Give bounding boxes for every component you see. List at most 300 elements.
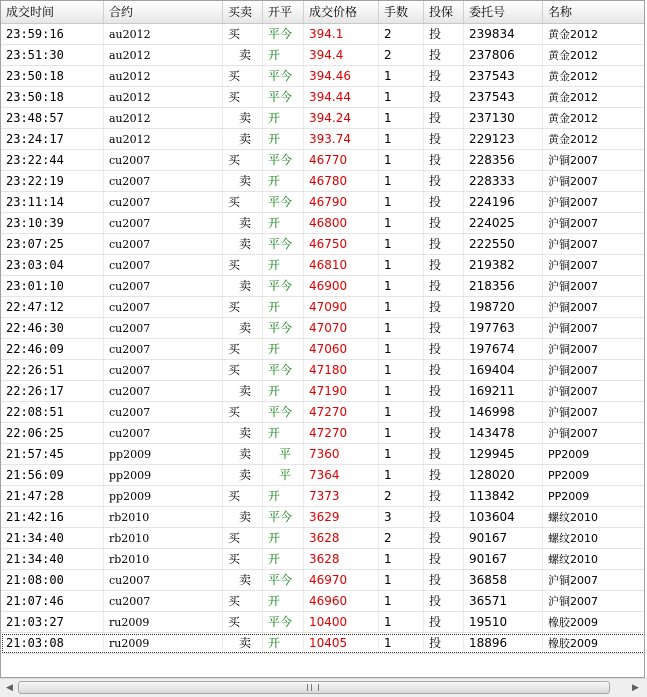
col-header-name[interactable]: 名称 (548, 5, 573, 19)
cell-name: 沪铜2007 (543, 234, 645, 254)
cell-hedge: 投 (424, 108, 464, 128)
cell-contract: rb2010 (104, 528, 223, 548)
cell-time: 21:08:00 (1, 570, 104, 590)
cell-qty: 1 (379, 66, 424, 86)
cell-openclose: 开 (263, 486, 304, 506)
cell-price: 394.4 (304, 45, 379, 65)
cell-side: 卖 (223, 381, 263, 401)
cell-name: PP2009 (543, 444, 645, 464)
cell-price: 47190 (304, 381, 379, 401)
cell-price: 47060 (304, 339, 379, 359)
cell-hedge: 投 (424, 171, 464, 191)
table-row[interactable] (1, 381, 645, 402)
cell-contract: cu2007 (104, 591, 223, 611)
cell-hedge: 投 (424, 318, 464, 338)
cell-openclose: 平今 (263, 87, 304, 107)
table-row[interactable] (1, 276, 645, 297)
table-row[interactable] (1, 507, 645, 528)
cell-price: 7364 (304, 465, 379, 485)
cell-openclose: 平今 (263, 612, 304, 632)
cell-hedge: 投 (424, 486, 464, 506)
cell-price: 46780 (304, 171, 379, 191)
cell-openclose: 平今 (263, 192, 304, 212)
cell-hedge: 投 (424, 507, 464, 527)
cell-time: 22:47:12 (1, 297, 104, 317)
table-row[interactable] (1, 234, 645, 255)
table-row[interactable] (1, 612, 645, 633)
cell-price: 47070 (304, 318, 379, 338)
cell-side: 买 (223, 528, 263, 548)
cell-hedge: 投 (424, 87, 464, 107)
cell-qty: 1 (379, 213, 424, 233)
cell-order: 90167 (464, 528, 543, 548)
cell-price: 394.24 (304, 108, 379, 128)
cell-hedge: 投 (424, 150, 464, 170)
cell-contract: au2012 (104, 108, 223, 128)
table-row[interactable] (1, 192, 645, 213)
cell-price: 394.1 (304, 24, 379, 44)
cell-qty: 1 (379, 192, 424, 212)
cell-name: 沪铜2007 (543, 360, 645, 380)
cell-price: 46960 (304, 591, 379, 611)
cell-time: 23:22:44 (1, 150, 104, 170)
table-row[interactable] (1, 87, 645, 108)
table-row[interactable] (1, 45, 645, 66)
cell-price: 46900 (304, 276, 379, 296)
cell-name: 黄金2012 (543, 45, 645, 65)
cell-side: 卖 (223, 171, 263, 191)
cell-openclose: 平今 (263, 66, 304, 86)
cell-order: 169211 (464, 381, 543, 401)
cell-order: 237543 (464, 66, 543, 86)
cell-hedge: 投 (424, 276, 464, 296)
cell-order: 228356 (464, 150, 543, 170)
cell-side: 卖 (223, 444, 263, 464)
cell-hedge: 投 (424, 339, 464, 359)
cell-side: 卖 (223, 465, 263, 485)
cell-side: 卖 (223, 423, 263, 443)
table-row[interactable] (1, 465, 645, 486)
arrow-right-icon[interactable]: ▶ (632, 683, 639, 693)
table-row[interactable] (1, 318, 645, 339)
table-row[interactable] (1, 108, 645, 129)
cell-time: 22:08:51 (1, 402, 104, 422)
table-row[interactable] (1, 591, 645, 612)
cell-time: 23:51:30 (1, 45, 104, 65)
cell-time: 21:34:40 (1, 549, 104, 569)
cell-order: 229123 (464, 129, 543, 149)
cell-qty: 2 (379, 486, 424, 506)
table-row[interactable] (1, 66, 645, 87)
cell-name: 沪铜2007 (543, 192, 645, 212)
cell-qty: 1 (379, 465, 424, 485)
cell-name: 沪铜2007 (543, 171, 645, 191)
cell-name: 螺纹2010 (543, 528, 645, 548)
cell-side: 买 (223, 297, 263, 317)
cell-openclose: 开 (263, 45, 304, 65)
col-header-qty[interactable]: 手数 (379, 1, 424, 23)
cell-price: 10405 (304, 633, 379, 653)
cell-qty: 2 (379, 24, 424, 44)
cell-contract: cu2007 (104, 360, 223, 380)
cell-time: 23:22:19 (1, 171, 104, 191)
cell-name: 沪铜2007 (543, 255, 645, 275)
cell-order: 197763 (464, 318, 543, 338)
cell-contract: cu2007 (104, 423, 223, 443)
cell-contract: cu2007 (104, 213, 223, 233)
table-row[interactable] (1, 486, 645, 507)
cell-price: 46970 (304, 570, 379, 590)
cell-qty: 1 (379, 570, 424, 590)
cell-openclose: 开 (263, 528, 304, 548)
cell-qty: 1 (379, 444, 424, 464)
cell-hedge: 投 (424, 528, 464, 548)
cell-hedge: 投 (424, 465, 464, 485)
cell-time: 23:24:17 (1, 129, 104, 149)
cell-hedge: 投 (424, 570, 464, 590)
cell-price: 7360 (304, 444, 379, 464)
cell-price: 394.46 (304, 66, 379, 86)
cell-order: 198720 (464, 297, 543, 317)
cell-contract: cu2007 (104, 234, 223, 254)
cell-side: 买 (223, 150, 263, 170)
cell-openclose: 开 (263, 297, 304, 317)
cell-hedge: 投 (424, 444, 464, 464)
cell-price: 46800 (304, 213, 379, 233)
cell-time: 23:07:25 (1, 234, 104, 254)
cell-contract: cu2007 (104, 150, 223, 170)
cell-time: 21:56:09 (1, 465, 104, 485)
cell-openclose: 开 (263, 339, 304, 359)
horizontal-scrollbar[interactable] (0, 678, 647, 697)
cell-price: 47270 (304, 402, 379, 422)
cell-price: 394.44 (304, 87, 379, 107)
arrow-left-icon[interactable]: ◀ (6, 683, 13, 693)
table-row[interactable] (1, 444, 645, 465)
cell-contract: pp2009 (104, 486, 223, 506)
cell-contract: rb2010 (104, 549, 223, 569)
table-row[interactable] (1, 255, 645, 276)
cell-side: 卖 (223, 570, 263, 590)
cell-qty: 1 (379, 108, 424, 128)
cell-time: 22:46:09 (1, 339, 104, 359)
cell-contract: cu2007 (104, 570, 223, 590)
cell-openclose: 开 (263, 129, 304, 149)
cell-order: 129945 (464, 444, 543, 464)
cell-openclose: 平今 (263, 24, 304, 44)
cell-openclose: 开 (263, 423, 304, 443)
cell-openclose: 开 (263, 591, 304, 611)
cell-qty: 1 (379, 360, 424, 380)
cell-openclose: 平今 (263, 318, 304, 338)
cell-side: 卖 (223, 108, 263, 128)
cell-openclose: 平 (263, 465, 304, 485)
cell-time: 23:48:57 (1, 108, 104, 128)
cell-name: 沪铜2007 (543, 318, 645, 338)
cell-contract: ru2009 (104, 633, 223, 653)
cell-contract: au2012 (104, 66, 223, 86)
cell-time: 22:26:17 (1, 381, 104, 401)
scrollbar-thumb[interactable] (18, 681, 610, 694)
cell-openclose: 平 (263, 444, 304, 464)
cell-price: 46750 (304, 234, 379, 254)
cell-openclose: 平今 (263, 570, 304, 590)
cell-qty: 1 (379, 339, 424, 359)
cell-order: 90167 (464, 549, 543, 569)
cell-side: 买 (223, 192, 263, 212)
table-row[interactable] (1, 339, 645, 360)
cell-qty: 1 (379, 255, 424, 275)
cell-order: 219382 (464, 255, 543, 275)
cell-qty: 3 (379, 507, 424, 527)
cell-name: 沪铜2007 (543, 402, 645, 422)
table-row[interactable] (1, 297, 645, 318)
cell-side: 买 (223, 66, 263, 86)
cell-hedge: 投 (424, 297, 464, 317)
cell-order: 18896 (464, 633, 543, 653)
cell-name: 沪铜2007 (543, 570, 645, 590)
cell-qty: 1 (379, 234, 424, 254)
cell-qty: 1 (379, 549, 424, 569)
col-header-openclose[interactable]: 开平 (263, 1, 304, 23)
cell-order: 237543 (464, 87, 543, 107)
cell-time: 21:47:28 (1, 486, 104, 506)
cell-side: 买 (223, 486, 263, 506)
cell-hedge: 投 (424, 633, 464, 653)
cell-openclose: 开 (263, 213, 304, 233)
cell-openclose: 平今 (263, 507, 304, 527)
cell-contract: ru2009 (104, 612, 223, 632)
cell-name: 黄金2012 (543, 66, 645, 86)
table-row[interactable] (1, 360, 645, 381)
cell-openclose: 平今 (263, 402, 304, 422)
cell-time: 23:10:39 (1, 213, 104, 233)
cell-time: 22:06:25 (1, 423, 104, 443)
cell-name: 沪铜2007 (543, 381, 645, 401)
cell-time: 23:01:10 (1, 276, 104, 296)
cell-name: 沪铜2007 (543, 297, 645, 317)
table-row[interactable] (1, 213, 645, 234)
col-header-hedge[interactable]: 投保 (424, 1, 464, 23)
cell-side: 买 (223, 360, 263, 380)
cell-qty: 1 (379, 171, 424, 191)
cell-qty: 1 (379, 402, 424, 422)
cell-name: 橡胶2009 (543, 612, 645, 632)
table-row[interactable] (1, 570, 645, 591)
cell-name: 螺纹2010 (543, 507, 645, 527)
cell-hedge: 投 (424, 24, 464, 44)
cell-qty: 1 (379, 318, 424, 338)
cell-name: 沪铜2007 (543, 423, 645, 443)
cell-time: 22:26:51 (1, 360, 104, 380)
cell-order: 36858 (464, 570, 543, 590)
table-row[interactable] (1, 528, 645, 549)
cell-name: PP2009 (543, 486, 645, 506)
cell-time: 21:34:40 (1, 528, 104, 548)
cell-contract: cu2007 (104, 402, 223, 422)
cell-contract: au2012 (104, 129, 223, 149)
grip-icon (307, 684, 319, 691)
cell-hedge: 投 (424, 129, 464, 149)
table-row[interactable] (1, 549, 645, 570)
cell-contract: pp2009 (104, 465, 223, 485)
cell-name: 黄金2012 (543, 24, 645, 44)
cell-openclose: 开 (263, 108, 304, 128)
cell-side: 卖 (223, 276, 263, 296)
cell-order: 103604 (464, 507, 543, 527)
cell-side: 买 (223, 87, 263, 107)
cell-price: 3629 (304, 507, 379, 527)
table-row[interactable] (1, 171, 645, 192)
cell-order: 224025 (464, 213, 543, 233)
cell-price: 47180 (304, 360, 379, 380)
cell-name: PP2009 (543, 465, 645, 485)
cell-price: 10400 (304, 612, 379, 632)
cell-contract: cu2007 (104, 318, 223, 338)
cell-qty: 1 (379, 591, 424, 611)
cell-qty: 2 (379, 528, 424, 548)
cell-time: 21:42:16 (1, 507, 104, 527)
cell-qty: 1 (379, 423, 424, 443)
cell-hedge: 投 (424, 402, 464, 422)
cell-openclose: 开 (263, 171, 304, 191)
cell-order: 197674 (464, 339, 543, 359)
cell-name: 沪铜2007 (543, 339, 645, 359)
cell-hedge: 投 (424, 45, 464, 65)
cell-time: 22:46:30 (1, 318, 104, 338)
cell-side: 买 (223, 549, 263, 569)
cell-order: 224196 (464, 192, 543, 212)
cell-order: 169404 (464, 360, 543, 380)
cell-price: 46770 (304, 150, 379, 170)
cell-order: 218356 (464, 276, 543, 296)
cell-price: 3628 (304, 549, 379, 569)
cell-hedge: 投 (424, 192, 464, 212)
cell-hedge: 投 (424, 612, 464, 632)
cell-hedge: 投 (424, 381, 464, 401)
cell-hedge: 投 (424, 255, 464, 275)
cell-order: 36571 (464, 591, 543, 611)
cell-qty: 1 (379, 150, 424, 170)
col-header-time[interactable]: 成交时间 (1, 1, 104, 23)
cell-name: 黄金2012 (543, 129, 645, 149)
col-header-price[interactable]: 成交价格 (304, 1, 379, 23)
cell-contract: cu2007 (104, 192, 223, 212)
cell-order: 146998 (464, 402, 543, 422)
cell-hedge: 投 (424, 591, 464, 611)
cell-order: 228333 (464, 171, 543, 191)
cell-qty: 1 (379, 297, 424, 317)
col-header-order[interactable]: 委托号 (464, 1, 543, 23)
cell-price: 47090 (304, 297, 379, 317)
table-row[interactable] (1, 423, 645, 444)
cell-price: 47270 (304, 423, 379, 443)
table-row[interactable] (1, 402, 645, 423)
cell-time: 23:50:18 (1, 87, 104, 107)
cell-openclose: 开 (263, 633, 304, 653)
cell-name: 沪铜2007 (543, 591, 645, 611)
cell-side: 买 (223, 402, 263, 422)
cell-side: 卖 (223, 129, 263, 149)
cell-name: 橡胶2009 (543, 633, 645, 653)
cell-side: 卖 (223, 213, 263, 233)
table-row[interactable] (1, 129, 645, 150)
cell-qty: 1 (379, 276, 424, 296)
cell-side: 买 (223, 255, 263, 275)
cell-side: 买 (223, 591, 263, 611)
cell-order: 113842 (464, 486, 543, 506)
cell-price: 3628 (304, 528, 379, 548)
cell-order: 237130 (464, 108, 543, 128)
cell-openclose: 平今 (263, 234, 304, 254)
cell-side: 卖 (223, 318, 263, 338)
table-row[interactable] (1, 633, 645, 654)
cell-side: 买 (223, 612, 263, 632)
cell-price: 46790 (304, 192, 379, 212)
cell-time: 21:07:46 (1, 591, 104, 611)
cell-time: 23:03:04 (1, 255, 104, 275)
cell-order: 237806 (464, 45, 543, 65)
cell-name: 螺纹2010 (543, 549, 645, 569)
cell-side: 卖 (223, 633, 263, 653)
cell-price: 7373 (304, 486, 379, 506)
cell-order: 143478 (464, 423, 543, 443)
cell-contract: pp2009 (104, 444, 223, 464)
col-header-contract[interactable]: 合约 (104, 1, 223, 23)
cell-qty: 1 (379, 381, 424, 401)
cell-side: 卖 (223, 507, 263, 527)
cell-hedge: 投 (424, 423, 464, 443)
cell-contract: cu2007 (104, 381, 223, 401)
table-row[interactable] (1, 24, 645, 45)
cell-order: 222550 (464, 234, 543, 254)
table-header (1, 1, 645, 24)
table-row[interactable] (1, 150, 645, 171)
cell-order: 128020 (464, 465, 543, 485)
cell-hedge: 投 (424, 66, 464, 86)
cell-contract: cu2007 (104, 276, 223, 296)
cell-qty: 1 (379, 129, 424, 149)
cell-openclose: 平今 (263, 276, 304, 296)
cell-name: 沪铜2007 (543, 276, 645, 296)
cell-price: 393.74 (304, 129, 379, 149)
cell-openclose: 开 (263, 549, 304, 569)
cell-time: 23:50:18 (1, 66, 104, 86)
cell-name: 沪铜2007 (543, 213, 645, 233)
cell-qty: 1 (379, 87, 424, 107)
cell-side: 卖 (223, 234, 263, 254)
cell-time: 21:03:27 (1, 612, 104, 632)
cell-side: 卖 (223, 45, 263, 65)
col-header-side[interactable]: 买卖 (223, 1, 263, 23)
cell-time: 23:59:16 (1, 24, 104, 44)
cell-openclose: 开 (263, 255, 304, 275)
cell-side: 买 (223, 24, 263, 44)
cell-hedge: 投 (424, 360, 464, 380)
cell-name: 黄金2012 (543, 87, 645, 107)
cell-name: 黄金2012 (543, 108, 645, 128)
cell-qty: 1 (379, 612, 424, 632)
cell-hedge: 投 (424, 234, 464, 254)
cell-order: 239834 (464, 24, 543, 44)
cell-contract: cu2007 (104, 297, 223, 317)
cell-hedge: 投 (424, 213, 464, 233)
cell-contract: cu2007 (104, 339, 223, 359)
cell-openclose: 开 (263, 381, 304, 401)
cell-time: 23:11:14 (1, 192, 104, 212)
cell-time: 21:03:08 (1, 633, 104, 653)
cell-hedge: 投 (424, 549, 464, 569)
